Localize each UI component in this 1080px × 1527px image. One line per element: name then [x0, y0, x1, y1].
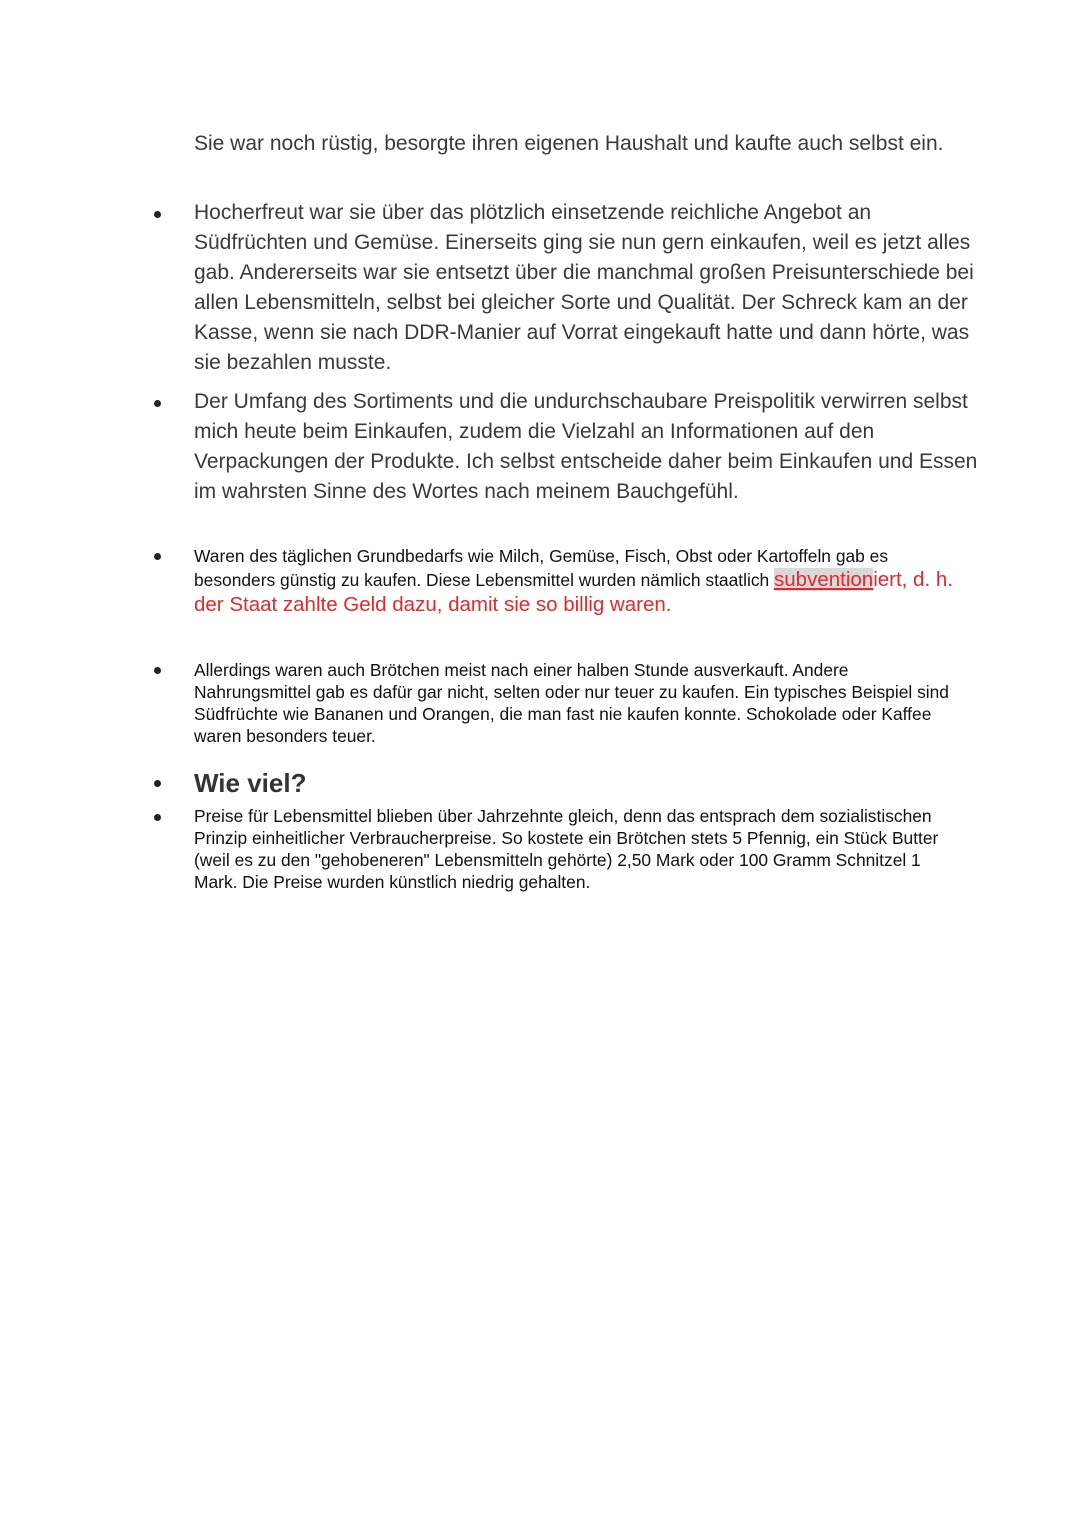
bullet-point [154, 553, 161, 560]
paragraph-rustig: Sie war noch rüstig, besorgte ihren eigenen Haushalt und kaufte auch selbst ein. [194, 132, 944, 155]
bullet-point [154, 667, 161, 674]
paragraph-grundbedarf [194, 545, 954, 617]
paragraph-sortiment: Der Umfang des Sortiments und die undurchschaubare Preispolitik verwirren selbst mich heute beim Einkaufen, zudem die Vielzahl an Informationen auf den Verpackungen der Produkte. Ich selbst entscheide daher beim Einkaufen und Essen im wahrsten Sinne des Wortes nach meinem Bauchgefühl. [194, 390, 978, 503]
red-explanation: iert, d. h. der Staat zahlte Geld dazu, damit sie so billig waren. [194, 568, 953, 616]
bullet-point [154, 780, 161, 787]
bullet-point [154, 400, 161, 407]
bullet-point [154, 211, 161, 218]
paragraph-preise: Preise für Lebensmittel blieben über Jahrzehnte gleich, denn das entsprach dem sozialistischen Prinzip einheitlicher Verbraucherpreise. So kostete ein Brötchen stets 5 Pfennig, ein Stück Butter (weil es zu den "gehobeneren" Lebensmitteln gehörte) 2,50 Mark oder 100 Gramm Schnitzel 1 Mark. Die Preise wurden künstlich niedrig gehalten. [194, 806, 939, 892]
highlighted-word: subvention [774, 568, 874, 591]
section-heading: Wie viel? [194, 768, 307, 798]
paragraph-broetchen: Allerdings waren auch Brötchen meist nach einer halben Stunde ausverkauft. Andere Nahrungsmittel gab es dafür gar nicht, selten oder nur teuer zu kaufen. Ein typisches Beispiel sind Südfrüchte wie Bananen und Orangen, die man fast nie kaufen konnte. Schokolade oder Kaffee waren besonders teuer. [194, 660, 949, 746]
bullet-point [154, 814, 161, 821]
grundbedarf-text: Waren des täglichen Grundbedarfs wie Milch, Gemüse, Fisch, Obst oder Kartoffeln gab es besonders günstig zu kaufen. Diese Lebensmittel wurden nämlich staatlich [194, 546, 889, 590]
paragraph-hocherfreut: Hocherfreut war sie über das plötzlich einsetzende reichliche Angebot an Südfrüchten und Gemüse. Einerseits ging sie nun gern einkaufen, weil es jetzt alles gab. Andererseits war sie entsetzt über die manchmal großen Preisunterschiede bei allen Lebensmitteln, selbst bei gleicher Sorte und Qualität. Der Schreck kam an der Kasse, wenn sie nach DDR-Manier auf Vorrat eingekauft hatte und dann hörte, was sie bezahlen musste. [194, 201, 974, 374]
